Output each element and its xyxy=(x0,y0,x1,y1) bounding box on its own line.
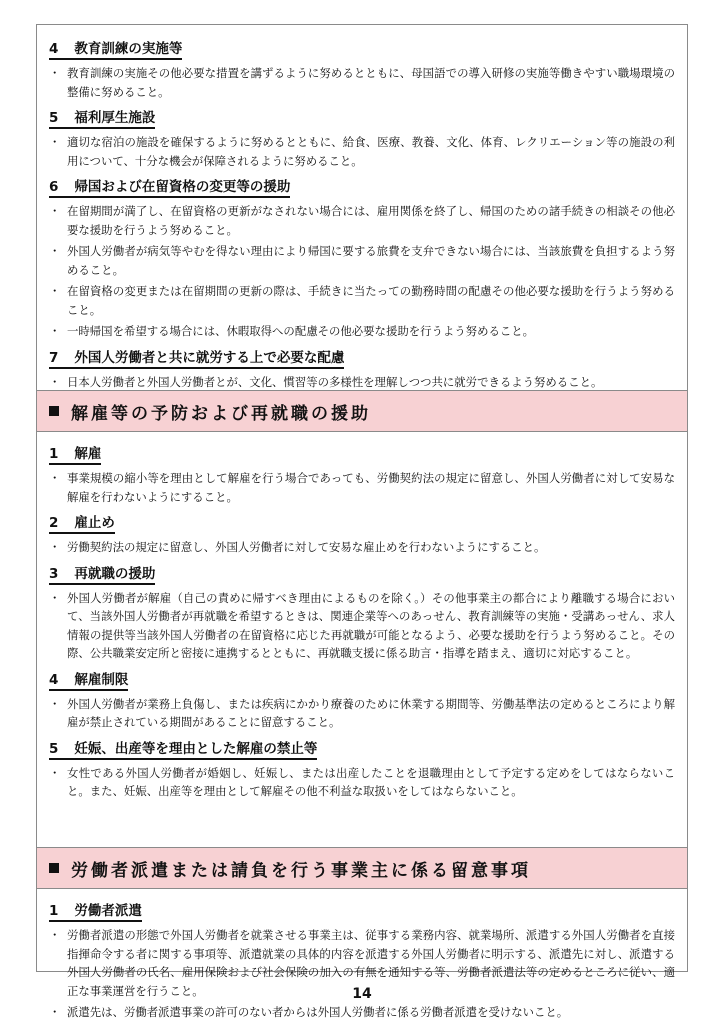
subsection-number: 4 xyxy=(49,671,59,688)
subsection-title: 解雇 xyxy=(74,446,102,462)
section-heading: 解雇等の予防および再就職の援助 xyxy=(71,403,371,424)
list-item: ・ 労働者派遣の形態で外国人労働者を就業させる事業主は、従事する業務内容、就業場所、派遣する外国人労働者を直接指揮命令する者に関する事項等、派遣就業の具体的内容を派遣する外国人労働者に明示する、派遣先に対し、派遣する外国人労働者の氏名、雇用保険および社会保険の加入の有無を通知する等、労働者派遣法等の定めるところに従い、適正な事業運営を行うこと。 xyxy=(49,926,675,1000)
subsection-title: 外国人労働者と共に就労する上で必要な配慮 xyxy=(74,349,345,366)
subsection-heading xyxy=(49,346,344,369)
subsection-number: 7 xyxy=(49,349,59,366)
subsection-heading xyxy=(49,106,155,129)
list-item: ・ 在留資格の変更または在留期間の更新の際は、手続きに当たっての勤務時間の配慮その他必要な援助を行うよう努めること。 xyxy=(49,282,675,319)
subsection-number: 2 xyxy=(49,515,59,531)
subsection-heading xyxy=(49,175,290,198)
subsection-title: 福利厚生施設 xyxy=(74,110,156,126)
subsection-heading xyxy=(49,899,142,922)
subsection-number: 1 xyxy=(49,903,59,919)
section-heading-band xyxy=(37,390,687,432)
page-number: 14 xyxy=(352,986,372,1002)
subsection xyxy=(49,897,675,1022)
subsection-number: 3 xyxy=(49,565,59,582)
subsection-number: 5 xyxy=(49,110,59,126)
subsection xyxy=(49,560,675,663)
subsection-title: 労働者派遣 xyxy=(74,903,142,919)
section-heading-band xyxy=(37,847,687,889)
list-item: ・ 外国人労働者が業務上負傷し、または疾病にかかり療養のために休業する期間等、労働基準法の定めるところにより解雇が禁止されている期間があることに留意すること。 xyxy=(49,695,675,732)
subsection-heading xyxy=(49,37,182,60)
list-item: ・ 日本人労働者と外国人労働者とが、文化、慣習等の多様性を理解しつつ共に就労できるよう努めること。 xyxy=(49,373,675,392)
list-item: ・ 適切な宿泊の施設を確保するように努めるとともに、給食、医療、教養、文化、体育、レクリエーション等の施設の利用について、十分な機会が保障されるように努めること。 xyxy=(49,133,675,170)
square-bullet-icon xyxy=(49,863,59,873)
subsection xyxy=(49,666,675,732)
subsection-title: 解雇制限 xyxy=(74,671,129,688)
subsection-heading xyxy=(49,562,155,585)
subsection-number: 6 xyxy=(49,179,59,195)
subsection-title: 教育訓練の実施等 xyxy=(74,41,183,57)
subsection-title: 帰国および在留資格の変更等の援助 xyxy=(74,179,291,195)
subsection xyxy=(49,509,675,557)
list-item: ・ 女性である外国人労働者が婚姻し、妊娠し、または出産したことを退職理由として予定する定めをしてはならないこと。また、妊娠、出産等を理由として解雇その他不利益な取扱いをしてはならないこと。 xyxy=(49,764,675,801)
list-item: ・ 外国人労働者が病気等やむを得ない理由により帰国に要する旅費を支弁できない場合には、当該旅費を負担するよう努めること。 xyxy=(49,242,675,279)
list-item: ・ 在留期間が満了し、在留資格の更新がなされない場合には、雇用関係を終了し、帰国のための諸手続きの相談その他必要な援助を行うよう努めること。 xyxy=(49,202,675,239)
subsection xyxy=(49,35,675,101)
subsection xyxy=(49,104,675,170)
square-bullet-icon xyxy=(49,406,59,416)
list-item: ・ 教育訓練の実施その他必要な措置を講ずるように努めるとともに、母国語での導入研修の実施等働きやすい職場環境の整備に努めること。 xyxy=(49,64,675,101)
subsection xyxy=(49,344,675,392)
section-heading: 労働者派遣または請負を行う事業主に係る留意事項 xyxy=(71,860,531,881)
subsection xyxy=(49,173,675,341)
list-item: ・ 労働契約法の規定に留意し、外国人労働者に対して安易な雇止めを行わないようにすること。 xyxy=(49,538,675,557)
subsection-heading xyxy=(49,442,101,465)
list-item: ・ 事業規模の縮小等を理由として解雇を行う場合であっても、労働契約法の規定に留意し、外国人労働者に対して安易な解雇を行わないようにすること。 xyxy=(49,469,675,506)
subsection-number: 5 xyxy=(49,740,59,757)
subsection-title: 妊娠、出産等を理由とした解雇の禁止等 xyxy=(74,740,318,757)
section-dismissal xyxy=(37,432,687,847)
list-item: ・ 派遣先は、労働者派遣事業の許可のない者からは外国人労働者に係る労働者派遣を受けないこと。 xyxy=(49,1003,675,1022)
subsection-number: 4 xyxy=(49,41,59,57)
subsection-heading xyxy=(49,668,128,691)
subsection-number: 1 xyxy=(49,446,59,462)
subsection xyxy=(49,440,675,506)
subsection xyxy=(49,735,675,801)
subsection-heading xyxy=(49,737,317,760)
subsection-title: 雇止め xyxy=(74,515,115,531)
subsection-title: 再就職の援助 xyxy=(74,565,156,582)
section-continued xyxy=(37,25,687,390)
list-item: ・ 一時帰国を希望する場合には、休暇取得への配慮その他必要な援助を行うよう努めること。 xyxy=(49,322,675,341)
list-item: ・ 外国人労働者が解雇（自己の責めに帰すべき理由によるものを除く。）その他事業主の都合により離職する場合において、当該外国人労働者が再就職を希望するときは、関連企業等へのあっせん、教育訓練等の実施・受講あっせん、求人情報の提供等当該外国人労働者の在留資格に応じた再就職が可能となるよう、必要な援助を行うよう努めること。その際、公共職業安定所と密接に連携するとともに、再就職支援に係る助言・指導を踏まえ、適切に対応すること。 xyxy=(49,589,675,663)
subsection-heading xyxy=(49,511,115,534)
